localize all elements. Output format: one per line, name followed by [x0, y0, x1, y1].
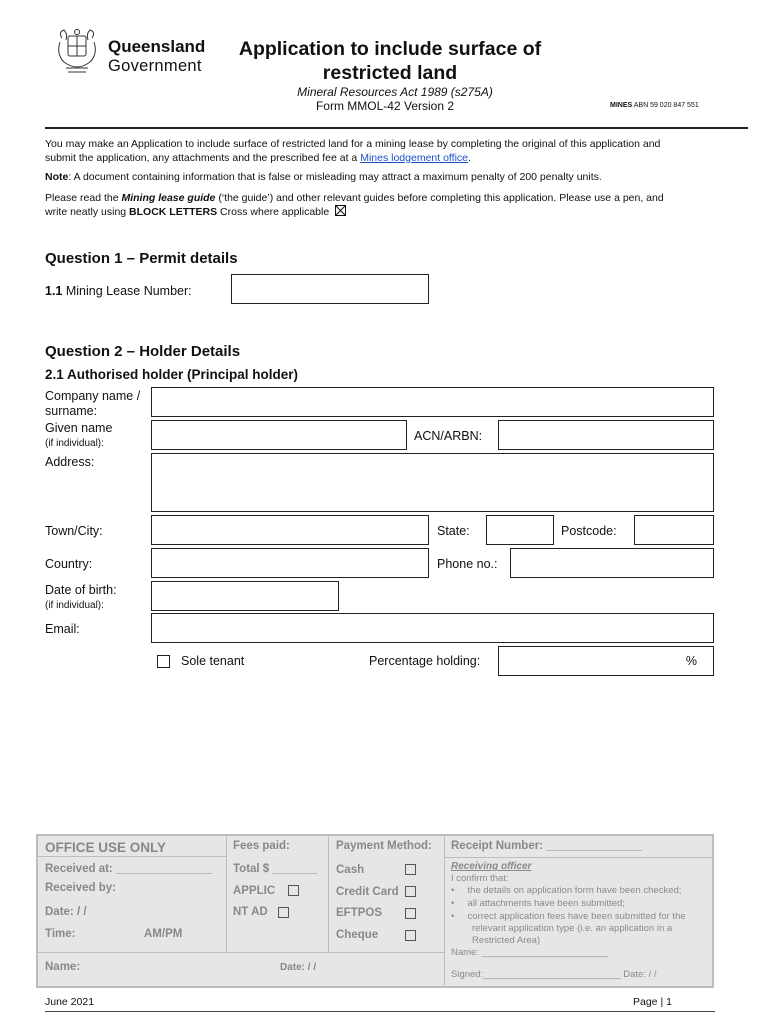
- fees-total: Total $ _______: [233, 863, 318, 875]
- dob-if-individual: (if individual):: [45, 600, 104, 611]
- postcode-label: Postcode:: [561, 524, 617, 538]
- company-label-2: surname:: [45, 404, 98, 418]
- coat-of-arms-icon: [52, 28, 102, 80]
- abn-number: ABN 59 020 847 551: [633, 102, 699, 109]
- mining-lease-number-label: [45, 284, 192, 298]
- state-input[interactable]: [486, 515, 554, 545]
- fees-ntad: NT AD: [233, 906, 268, 918]
- state-label: State:: [437, 524, 470, 538]
- percentage-holding-input[interactable]: [498, 646, 714, 676]
- payment-cash: Cash: [336, 864, 365, 876]
- mines-lodgement-link[interactable]: Mines lodgement office: [360, 152, 468, 164]
- office-time: Time:: [45, 928, 76, 940]
- given-name-if-individual: (if individual):: [45, 438, 104, 449]
- q1-label: Mining Lease Number:: [62, 284, 192, 298]
- fees-paid: Fees paid:: [233, 840, 290, 852]
- page-title-line-2: restricted land: [322, 62, 458, 84]
- confirm-text: I confirm that:: [451, 873, 509, 884]
- q1-num: 1.1: [45, 284, 63, 298]
- office-use-title: OFFICE USE ONLY: [45, 840, 167, 855]
- footer-divider: [45, 1011, 715, 1012]
- town-city-label: Town/City:: [45, 524, 103, 538]
- office-date: Date: / /: [45, 906, 87, 918]
- cheque-checkbox[interactable]: [405, 930, 416, 941]
- percent-sign: %: [685, 654, 697, 668]
- percentage-holding-label: Percentage holding:: [369, 654, 481, 668]
- payment-credit-card: Credit Card: [336, 886, 399, 898]
- town-city-input[interactable]: [151, 515, 429, 545]
- bullet-3-line-3: Restricted Area): [472, 935, 541, 946]
- bullet-3-text: correct application fees have been submitted for the: [467, 911, 686, 922]
- question-1-heading: Question 1 – Permit details: [45, 250, 238, 267]
- received-by: Received by:: [45, 882, 116, 894]
- payment-method: Payment Method:: [336, 840, 432, 852]
- header-divider: [45, 127, 748, 129]
- email-label: Email:: [45, 622, 80, 636]
- phone-input[interactable]: [510, 548, 714, 578]
- acn-arbn-label: ACN/ARBN:: [414, 429, 483, 443]
- payment-eftpos: EFTPOS: [336, 907, 383, 919]
- officer-name-line: Name: ________________________: [451, 947, 609, 958]
- mines-label: MINES: [610, 102, 633, 109]
- mining-lease-number-input[interactable]: [231, 274, 429, 304]
- receiving-officer: Receiving officer: [451, 861, 532, 872]
- receipt-number: Receipt Number: _______________: [451, 840, 643, 852]
- bullet-1-text: the details on application form have been checked;: [467, 885, 682, 896]
- qld-government-logo: [52, 28, 212, 80]
- note-label: Note: [45, 171, 69, 183]
- confirm-bullet-1: • the details on application form have been checked;: [451, 885, 682, 896]
- act-reference: Mineral Resources Act 1989 (s275A): [297, 85, 493, 99]
- company-name-input[interactable]: [151, 387, 714, 417]
- page-title-line-1: Application to include surface of: [238, 38, 542, 60]
- authorised-holder-subheading: 2.1 Authorised holder (Principal holder): [45, 367, 299, 382]
- bullet-3-line-2: relevant application type (i.e. an application in a: [472, 923, 673, 934]
- crossed-box-icon: [335, 205, 346, 216]
- instructions-post-2: Cross where applicable: [217, 206, 330, 218]
- confirm-bullet-3: • correct application fees have been submitted for the: [451, 911, 686, 922]
- given-name-input[interactable]: [151, 420, 407, 450]
- instructions-paragraph: [45, 191, 725, 219]
- address-label: Address:: [45, 455, 95, 469]
- fees-applic: APPLIC: [233, 885, 276, 897]
- footer-page-number: Page | 1: [633, 996, 672, 1008]
- intro-period: .: [468, 152, 471, 164]
- address-input[interactable]: [151, 453, 714, 512]
- mines-abn: [610, 102, 699, 109]
- note-paragraph: [45, 170, 725, 184]
- given-name-label: Given name: [45, 421, 113, 435]
- cash-checkbox[interactable]: [405, 864, 416, 875]
- office-use-panel: [36, 834, 714, 988]
- intro-text-1: You may make an Application to include surface of restricted land for a mining lease by completing the original of this application and: [45, 138, 661, 150]
- country-input[interactable]: [151, 548, 429, 578]
- company-label-1: Company name /: [45, 389, 141, 403]
- intro-paragraph: [45, 137, 725, 165]
- payment-cheque: Cheque: [336, 929, 379, 941]
- postcode-input[interactable]: [634, 515, 714, 545]
- block-letters: BLOCK LETTERS: [129, 206, 218, 218]
- credit-card-checkbox[interactable]: [405, 886, 416, 897]
- country-label: Country:: [45, 557, 93, 571]
- office-date-2: Date: / /: [280, 962, 317, 973]
- intro-text-2: submit the application, any attachments and the prescribed fee at a: [45, 152, 358, 164]
- mining-lease-guide: Mining lease guide: [121, 192, 216, 204]
- instructions-pre-2: write neatly using: [45, 206, 130, 218]
- acn-arbn-input[interactable]: [498, 420, 714, 450]
- instructions-pre: Please read the: [45, 192, 122, 204]
- phone-label: Phone no.:: [437, 557, 498, 571]
- company-name-label: [45, 389, 140, 419]
- logo-line-2: Government: [108, 57, 202, 75]
- confirm-bullet-2: • all attachments have been submitted;: [451, 898, 625, 909]
- bullet-2-text: all attachments have been submitted;: [467, 898, 625, 909]
- email-input[interactable]: [151, 613, 714, 643]
- note-text: : A document containing information that is false or misleading may attract a maximum penalty of 200 penalty units.: [68, 171, 602, 183]
- sole-tenant-label: Sole tenant: [181, 654, 245, 668]
- date-of-birth-label: Date of birth:: [45, 583, 117, 597]
- footer-date: June 2021: [45, 996, 95, 1008]
- office-name: Name:: [45, 961, 81, 973]
- applic-checkbox[interactable]: [288, 885, 299, 896]
- instructions-post: (‘the guide’) and other relevant guides before completing this application. Please use a pen, and: [215, 192, 664, 204]
- office-ampm: AM/PM: [144, 928, 183, 940]
- question-2-heading: Question 2 – Holder Details: [45, 343, 241, 360]
- date-of-birth-input[interactable]: [151, 581, 339, 611]
- officer-signed-line: Signed:__________________________ Date: / /: [451, 969, 657, 980]
- received-at: Received at: _______________: [45, 863, 212, 875]
- ntad-checkbox[interactable]: [278, 907, 289, 918]
- form-version: Form MMOL-42 Version 2: [315, 99, 455, 113]
- sole-tenant-checkbox[interactable]: [157, 655, 170, 668]
- eftpos-checkbox[interactable]: [405, 908, 416, 919]
- logo-line-1: Queensland: [108, 37, 206, 56]
